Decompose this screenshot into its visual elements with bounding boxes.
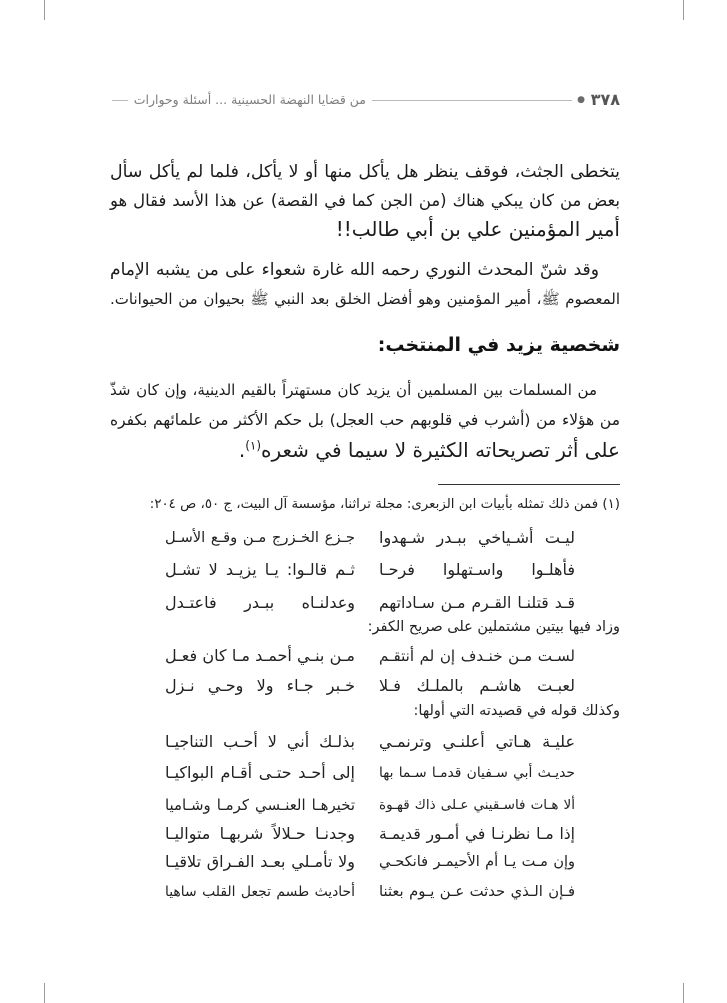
- verse-second-hemistich: جـزع الخـزرج مـن وقـع الأسـل: [165, 529, 355, 546]
- footnote-note: وكذلك قوله في قصيدته التي أولها:: [413, 703, 620, 719]
- end-punctuation: .: [238, 438, 246, 462]
- verse-second-hemistich: أحاديث طسم تجعل القلب ساهيا: [165, 884, 355, 900]
- verse-second-hemistich: إلى أحـد حتـى أقـام البواكيـا: [165, 763, 355, 782]
- crop-mark: [44, 0, 45, 20]
- verse-second-hemistich: بذلـك أني لا أحـب التناجيـا: [165, 732, 355, 751]
- footnote-intro: (١) فمن ذلك تمثله بأبيات ابن الزبعرى: مجلة تراثنا، مؤسسة آل البيت، ج ٥٠، ص ٢٠٤:: [149, 497, 620, 512]
- verse-first-hemistich: فـإن الـذي حدثت عـن يـوم بعثنا: [379, 883, 575, 900]
- crop-mark: [683, 983, 684, 1003]
- footnote-reference: (١): [245, 438, 262, 453]
- paragraph-line: يتخطى الجثث، فوقف ينظر هل يأكل منها أو لا يأكل، فلما لم يأكل سأل: [110, 162, 620, 182]
- crop-mark: [683, 0, 684, 20]
- verse-first-hemistich: وإن مـت يـا أم الأحيمـر فانكحـي: [379, 854, 575, 870]
- verse-second-hemistich: مـن بنـي أحمـد مـا كان فعـل: [165, 646, 355, 665]
- verse-second-hemistich: وجدنـا حـلالاً شربهـا متواليـا: [165, 824, 355, 843]
- footnote-note: وزاد فيها بيتين مشتملين على صريح الكفر:: [367, 619, 620, 635]
- verse-first-hemistich: ألا هـات فاسـقيني عـلى ذاك قهـوة: [379, 797, 575, 813]
- page-number: ٣٧٨: [587, 88, 620, 112]
- footnote-separator: [438, 484, 620, 485]
- section-heading: شخصية يزيد في المنتخب:: [377, 334, 620, 356]
- paragraph-line-text: على أثر تصريحاته الكثيرة لا سيما في شعره: [261, 438, 620, 462]
- verse-first-hemistich: حديـث أبي سـفيان قدمـا سـما بها: [379, 765, 575, 781]
- verse-second-hemistich: وعدلنـاه ببـدر فاعتـدل: [165, 593, 355, 612]
- verse-second-hemistich: ولا تأمـلي بعـد الفـراق تلاقيـا: [165, 852, 355, 871]
- verse-second-hemistich: خـبر جـاء ولا وحـي نـزل: [165, 676, 355, 695]
- verse-second-hemistich: ثـم قالـوا: يـا يزيـد لا تشـل: [165, 560, 355, 579]
- verse-first-hemistich: لسـت مـن خنـدف إن لم أنتقـم: [379, 647, 575, 665]
- verse-second-hemistich: تخيرهـا العنـسي كرمـا وشـاميا: [165, 796, 355, 814]
- verse-first-hemistich: ليـت أشـياخي ببـدر شـهدوا: [379, 528, 575, 547]
- crop-mark: [44, 983, 45, 1003]
- paragraph-line: أمير المؤمنين علي بن أبي طالب!!: [335, 217, 620, 241]
- paragraph-line: وقد شنّ المحدث النوري رحمه الله غارة شعواء على من يشبه الإمام: [110, 260, 599, 280]
- verse-first-hemistich: لعبـت هاشـم بالملـك فـلا: [379, 676, 575, 695]
- paragraph-line: من هؤلاء من (أشرب في قلوبهم حب العجل) بل حكم الأكثر من علمائهم بكفره: [110, 411, 620, 429]
- paragraph-line: [110, 435, 620, 465]
- paragraph-line: بعض من كان يبكي هناك (من الجن كما في القصة) عن هذا الأسد فقال هو: [110, 191, 620, 210]
- bullet-icon: ●: [574, 92, 588, 108]
- paragraph-line: المعصوم ﷺ، أمير المؤمنين وهو أفضل الخلق بعد النبي ﷺ بحيوان من الحيوانات.: [110, 290, 620, 308]
- running-title: من قضايا النهضة الحسينية ... أسئلة وحوارات: [128, 90, 372, 110]
- verse-first-hemistich: قـد قتلنـا القـرم مـن سـاداتهم: [379, 593, 575, 612]
- verse-first-hemistich: إذا مـا نظرنـا في أمـور قديمـة: [379, 825, 575, 843]
- verse-first-hemistich: فأهلـوا واسـتهلوا فرحـا: [379, 560, 575, 579]
- paragraph-line: من المسلمات بين المسلمين أن يزيد كان مستهتراً بالقيم الدينية، وإن كان شذّ: [110, 381, 597, 399]
- verse-first-hemistich: عليـة هـاتي أعلنـي وترنمـي: [379, 732, 575, 751]
